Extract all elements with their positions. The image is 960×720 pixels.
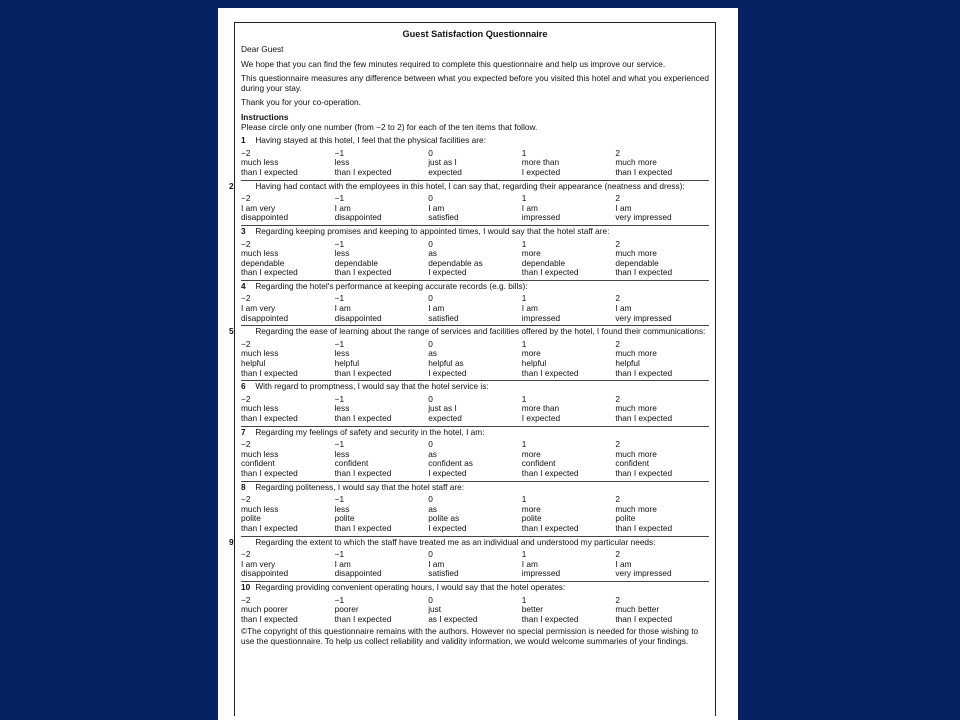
rating-label: much more [615, 448, 657, 459]
rating-label: than I expected [521, 613, 579, 624]
rating-label: more [521, 248, 541, 259]
rating-scale [241, 149, 709, 178]
rating-value[interactable]: 2 [615, 549, 620, 560]
rating-label: dependable [615, 257, 659, 268]
rating-label: than I expected [334, 166, 392, 177]
rating-label: I expected [428, 267, 467, 278]
rating-value[interactable]: 2 [615, 494, 620, 505]
question-body [241, 427, 485, 437]
question-number: 8 [241, 481, 246, 492]
rating-label: satisfied [428, 568, 459, 579]
instructions-text: Please circle only one number (from −2 to 2) for each of the ten items that follow. [241, 121, 538, 132]
rating-label: than I expected [615, 166, 673, 177]
rating-label: more [521, 348, 541, 359]
question-number: 10 [241, 581, 251, 592]
rating-label: I am [521, 558, 538, 569]
rating-label: expected [428, 413, 462, 423]
rating-value[interactable]: −1 [334, 594, 345, 605]
rating-label: dependable [334, 257, 378, 268]
rating-value[interactable]: 1 [521, 293, 527, 304]
rating-option[interactable] [522, 294, 616, 323]
rating-value[interactable]: −1 [334, 494, 345, 505]
rating-option[interactable] [522, 395, 616, 424]
rating-value[interactable]: 2 [615, 594, 620, 605]
rating-label: much better [615, 604, 660, 615]
rating-label: than I expected [521, 522, 579, 533]
question-body [241, 482, 464, 492]
rating-option[interactable] [241, 340, 335, 378]
question-text: Regarding the hotel's performance at keeping accurate records (e.g. bills): [255, 280, 528, 291]
rating-label: than I expected [615, 613, 673, 624]
rating-option[interactable] [241, 440, 335, 478]
rating-option[interactable] [428, 495, 522, 533]
greeting: Dear Guest [241, 44, 284, 54]
rating-label: I am very [241, 558, 276, 569]
question-text-row [241, 583, 709, 593]
rating-value[interactable]: −2 [241, 238, 251, 249]
rating-label: impressed [521, 212, 561, 223]
rating-value[interactable]: 0 [428, 594, 433, 605]
rating-scale [241, 240, 709, 278]
rating-label: polite [334, 513, 355, 524]
question-text-row [241, 227, 709, 237]
rating-label: expected [428, 166, 462, 177]
rating-label: more than [521, 403, 560, 414]
rating-option[interactable] [241, 294, 335, 323]
rating-label: just [428, 604, 442, 615]
rating-value[interactable]: 1 [521, 238, 527, 249]
rating-value[interactable]: −1 [334, 293, 345, 304]
rating-label: impressed [521, 568, 561, 579]
rating-value[interactable]: −2 [241, 594, 251, 605]
rating-label: just as I [428, 403, 457, 414]
rating-option[interactable] [615, 240, 709, 278]
rating-label: less [334, 448, 350, 459]
rating-label: than I expected [334, 367, 392, 378]
rating-option[interactable] [335, 194, 429, 223]
rating-value[interactable]: −2 [241, 494, 251, 505]
rating-value[interactable]: 0 [428, 238, 433, 249]
question-item [241, 135, 709, 180]
question-text-row [229, 180, 709, 192]
rating-label: than I expected [521, 267, 579, 278]
rating-label: much less [241, 157, 279, 168]
question-list [229, 135, 709, 626]
rating-label: more [521, 448, 541, 459]
rating-option[interactable] [522, 149, 616, 178]
rating-label: than I expected [241, 267, 298, 278]
question-item [241, 226, 709, 281]
question-body [241, 582, 565, 592]
rating-option[interactable] [428, 596, 522, 625]
rating-label: than I expected [521, 467, 579, 478]
rating-value[interactable]: 0 [428, 439, 433, 450]
rating-option[interactable] [335, 149, 429, 178]
rating-label: disappointed [241, 568, 289, 579]
rating-scale [241, 495, 709, 533]
rating-label: less [334, 403, 350, 414]
rating-option[interactable] [522, 495, 616, 533]
rating-scale [241, 440, 709, 478]
rating-value[interactable]: 1 [521, 549, 527, 560]
rating-value[interactable]: 0 [428, 549, 433, 560]
rating-scale [241, 340, 709, 378]
rating-scale [241, 550, 709, 579]
thanks-text: Thank you for your co-operation. [241, 97, 361, 108]
rating-label: much less [241, 503, 279, 514]
rating-label: than I expected [615, 467, 673, 478]
rating-label: confident [521, 458, 556, 469]
question-number: 4 [241, 280, 246, 291]
rating-option[interactable] [428, 340, 522, 378]
rating-value[interactable]: −1 [334, 238, 345, 249]
rating-label: I am [334, 202, 351, 213]
rating-value[interactable]: −2 [241, 439, 251, 450]
rating-option[interactable] [428, 240, 522, 278]
rating-label: I expected [521, 166, 561, 177]
rating-value[interactable]: −1 [334, 393, 345, 404]
question-text: Regarding the ease of learning about the range of services and facilities offered by the hotel, I found their communications: [255, 326, 706, 337]
rating-label: than I expected [334, 413, 392, 423]
rating-label: I expected [428, 367, 467, 378]
rating-value[interactable]: 0 [428, 393, 433, 404]
rating-label: much more [615, 503, 657, 514]
rating-label: very impressed [615, 568, 672, 579]
rating-value[interactable]: 2 [615, 439, 620, 450]
rating-scale [241, 596, 709, 625]
rating-option[interactable] [428, 294, 522, 323]
rating-option[interactable] [428, 194, 522, 223]
rating-option[interactable] [522, 440, 616, 478]
rating-value[interactable]: −1 [334, 549, 345, 560]
rating-option[interactable] [241, 194, 335, 223]
rating-label: satisfied [428, 212, 459, 223]
question-number: 3 [241, 225, 246, 236]
rating-label: very impressed [615, 212, 672, 223]
rating-label: less [334, 157, 350, 168]
rating-label: than I expected [615, 413, 673, 423]
rating-label: than I expected [241, 166, 298, 177]
rating-value[interactable]: −1 [334, 439, 345, 450]
rating-option[interactable] [522, 340, 616, 378]
rating-label: I am [334, 558, 351, 569]
rating-label: than I expected [241, 413, 298, 423]
intro-paragraph-2: This questionnaire measures any difference between what you expected before you visited this hotel and what you experienced during your stay. [241, 73, 709, 93]
rating-label: much more [615, 348, 657, 359]
rating-label: polite as [428, 513, 460, 524]
rating-option[interactable] [615, 194, 709, 223]
rating-scale [241, 395, 709, 424]
rating-label: I am [428, 202, 445, 213]
rating-option[interactable] [615, 596, 709, 625]
rating-value[interactable]: 1 [521, 193, 527, 204]
rating-value[interactable]: −1 [334, 193, 345, 204]
rating-value[interactable]: 1 [521, 393, 527, 404]
rating-label: disappointed [334, 568, 382, 579]
rating-value[interactable]: 0 [428, 494, 433, 505]
question-text-row [241, 428, 709, 438]
rating-label: better [521, 604, 543, 615]
rating-value[interactable]: −1 [334, 147, 345, 158]
rating-label: I am [615, 202, 632, 213]
rating-option[interactable] [428, 395, 522, 424]
rating-value[interactable]: 1 [521, 338, 527, 349]
rating-label: than I expected [241, 367, 298, 378]
rating-label: polite [241, 513, 261, 524]
rating-label: disappointed [241, 312, 289, 323]
rating-label: much more [615, 157, 657, 168]
rating-label: helpful as [428, 358, 464, 369]
question-number: 7 [241, 426, 246, 437]
rating-option[interactable] [335, 440, 429, 478]
rating-label: than I expected [334, 467, 392, 478]
rating-value[interactable]: 2 [615, 238, 620, 249]
page-title: Guest Satisfaction Questionnaire [402, 29, 548, 39]
rating-option[interactable] [522, 240, 616, 278]
rating-label: confident as [428, 458, 473, 469]
rating-value[interactable]: 0 [428, 338, 433, 349]
rating-option[interactable] [428, 550, 522, 579]
question-number: 5 [229, 326, 234, 337]
rating-label: poorer [334, 604, 359, 615]
questionnaire-frame [229, 22, 716, 716]
rating-option[interactable] [615, 294, 709, 323]
rating-option[interactable] [615, 550, 709, 579]
question-text: Regarding providing convenient operating hours, I would say that the hotel operates: [255, 581, 566, 592]
question-item [241, 582, 709, 626]
rating-label: than I expected [615, 367, 673, 378]
rating-option[interactable] [428, 440, 522, 478]
rating-option[interactable] [615, 495, 709, 533]
rating-label: much less [241, 248, 279, 259]
rating-label: I expected [428, 467, 467, 478]
rating-option[interactable] [615, 395, 709, 424]
question-body [241, 381, 489, 391]
rating-value[interactable]: 0 [428, 293, 433, 304]
rating-label: I am very [241, 202, 276, 213]
rating-value[interactable]: −2 [241, 338, 251, 349]
rating-label: I am [521, 202, 538, 213]
rating-label: satisfied [428, 312, 459, 323]
rating-option[interactable] [522, 550, 616, 579]
question-text-row [229, 326, 709, 337]
rating-label: as [428, 503, 437, 514]
rating-value[interactable]: 1 [521, 439, 527, 450]
rating-option[interactable] [335, 395, 429, 424]
question-body [229, 326, 709, 337]
rating-label: more than [521, 157, 560, 168]
rating-label: I am very [241, 303, 276, 314]
rating-scale [241, 294, 709, 323]
rating-option[interactable] [335, 550, 429, 579]
rating-label: as I expected [428, 613, 478, 624]
rating-label: polite [521, 513, 542, 524]
rating-label: just as I [428, 157, 457, 168]
rating-value[interactable]: 2 [615, 147, 620, 158]
rating-label: disappointed [241, 212, 289, 223]
rating-option[interactable] [335, 495, 429, 533]
question-number: 9 [229, 536, 234, 547]
rating-option[interactable] [335, 596, 429, 625]
rating-option[interactable] [335, 294, 429, 323]
question-text: Regarding keeping promises and keeping to appointed times, I would say that the hotel staff are: [255, 225, 610, 236]
question-item [241, 482, 709, 537]
rating-label: less [334, 248, 350, 259]
question-item [229, 180, 709, 226]
rating-value[interactable]: −2 [241, 393, 251, 404]
rating-label: disappointed [334, 212, 382, 223]
question-body [241, 281, 528, 291]
rating-option[interactable] [241, 550, 335, 579]
question-text: Regarding the extent to which the staff have treated me as an individual and understood my particular needs: [255, 536, 656, 547]
rating-label: confident [241, 458, 275, 469]
question-text: Having stayed at this hotel, I feel that the physical facilities are: [255, 135, 486, 146]
rating-value[interactable]: 2 [615, 293, 620, 304]
rating-label: than I expected [521, 367, 579, 378]
rating-label: less [334, 503, 350, 514]
rating-option[interactable] [615, 340, 709, 378]
question-text: With regard to promptness, I would say that the hotel service is: [255, 381, 489, 392]
rating-label: confident [334, 458, 369, 469]
rating-option[interactable] [428, 149, 522, 178]
question-body [241, 135, 486, 145]
rating-label: I am [615, 558, 632, 569]
question-text-row [241, 282, 709, 292]
question-text-row [241, 382, 709, 392]
rating-label: less [334, 348, 350, 359]
instructions-heading: Instructions [241, 111, 289, 122]
rating-option[interactable] [522, 194, 616, 223]
question-text: Regarding my feelings of safety and security in the hotel, I am: [255, 426, 485, 437]
rating-label: than I expected [334, 613, 392, 624]
rating-label: I am [428, 558, 445, 569]
rating-label: helpful [615, 358, 640, 369]
rating-label: dependable [241, 257, 285, 268]
rating-label: much more [615, 403, 657, 414]
question-body [241, 226, 609, 236]
question-item [241, 281, 709, 326]
rating-value[interactable]: 1 [521, 594, 527, 605]
rating-label: I am [428, 303, 445, 314]
rating-label: helpful [241, 358, 266, 369]
rating-label: confident [615, 458, 650, 469]
question-text-row [241, 483, 709, 493]
rating-label: helpful [521, 358, 547, 369]
question-item [241, 381, 709, 426]
rating-option[interactable] [241, 149, 335, 178]
rating-label: I am [615, 303, 632, 314]
rating-value[interactable]: −2 [241, 549, 251, 560]
rating-option[interactable] [335, 240, 429, 278]
question-text: Having had contact with the employees in this hotel, I can say that, regarding their appearance (neatness and dress): [255, 180, 685, 191]
rating-label: I am [521, 303, 538, 314]
rating-label: than I expected [334, 267, 392, 278]
question-body [229, 536, 709, 548]
question-number: 1 [241, 135, 246, 146]
rating-value[interactable]: −1 [334, 338, 345, 349]
rating-scale [241, 194, 709, 223]
question-text-row [241, 136, 709, 146]
rating-label: as [428, 448, 437, 459]
rating-label: more [521, 503, 541, 514]
rating-label: than I expected [334, 522, 392, 533]
rating-label: than I expected [241, 613, 298, 624]
question-text-row [229, 536, 709, 548]
rating-label: as [428, 348, 437, 359]
question-body [229, 180, 709, 192]
rating-option[interactable] [615, 440, 709, 478]
question-item [229, 536, 709, 582]
rating-label: disappointed [334, 312, 382, 323]
rating-option[interactable] [241, 495, 335, 533]
question-text: Regarding politeness, I would say that the hotel staff are: [255, 481, 465, 492]
rating-label: than I expected [615, 522, 673, 533]
rating-option[interactable] [335, 340, 429, 378]
rating-value[interactable]: 2 [615, 338, 620, 349]
rating-label: I am [334, 303, 351, 314]
rating-label: helpful [334, 358, 360, 369]
rating-option[interactable] [241, 240, 335, 278]
rating-label: than I expected [241, 467, 298, 478]
rating-value[interactable]: −2 [241, 293, 251, 304]
rating-label: as [428, 248, 437, 259]
rating-label: much poorer [241, 604, 288, 615]
rating-label: I expected [521, 413, 561, 423]
rating-option[interactable] [522, 596, 616, 625]
rating-label: polite [615, 513, 636, 524]
rating-label: dependable as [428, 257, 483, 268]
rating-value[interactable]: 2 [615, 193, 620, 204]
rating-option[interactable] [241, 596, 335, 625]
rating-label: much more [615, 248, 657, 259]
rating-label: much less [241, 448, 279, 459]
rating-label: very impressed [615, 312, 672, 323]
rating-label: than I expected [615, 267, 673, 278]
rating-label: dependable [521, 257, 566, 268]
question-item [241, 427, 709, 482]
copyright-notice: ©The copyright of this questionnaire remains with the authors. However no special permission is needed for those wishing to use the questionnaire. To help us collect reliability and validity information, we would welcome summaries of your findings. [241, 626, 699, 646]
rating-option[interactable] [615, 149, 709, 178]
question-number: 2 [229, 180, 234, 191]
rating-value[interactable]: −2 [241, 147, 251, 158]
rating-value[interactable]: −2 [241, 193, 251, 204]
rating-value[interactable]: 1 [521, 494, 527, 505]
rating-option[interactable] [241, 395, 335, 424]
rating-label: impressed [521, 312, 561, 323]
rating-value[interactable]: 1 [521, 147, 527, 158]
questionnaire-page [218, 8, 738, 720]
question-item [229, 326, 709, 381]
rating-label: much less [241, 403, 279, 414]
rating-label: than I expected [241, 522, 298, 533]
question-number: 6 [241, 381, 246, 392]
rating-label: I expected [428, 522, 467, 533]
intro-paragraph-1: We hope that you can find the few minutes required to complete this questionnaire and help us improve our service. [241, 58, 666, 69]
rating-value[interactable]: 0 [428, 147, 433, 158]
rating-value[interactable]: 0 [428, 193, 433, 204]
rating-label: much less [241, 348, 279, 359]
rating-value[interactable]: 2 [615, 393, 620, 404]
